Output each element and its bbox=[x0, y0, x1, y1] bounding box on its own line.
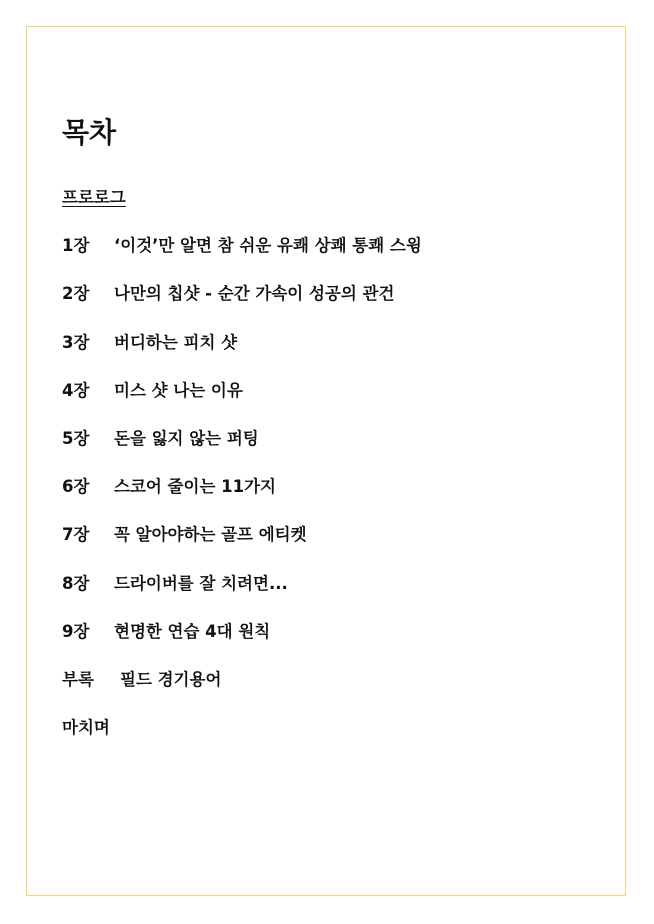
toc-item-number: 9장 bbox=[62, 621, 90, 641]
toc-item-number: 7장 bbox=[62, 525, 90, 545]
toc-item-chapter-8[interactable] bbox=[62, 558, 422, 606]
toc-item-label[interactable]: 프로로그 bbox=[62, 188, 126, 208]
toc-item-number: 2장 bbox=[62, 284, 90, 304]
toc-item-closing[interactable] bbox=[62, 702, 422, 750]
toc-item-label: 나만의 칩샷 - 순간 가속이 성공의 관건 bbox=[114, 284, 395, 304]
toc-item-label: 현명한 연습 4대 원칙 bbox=[114, 621, 271, 641]
toc-item-number: 6장 bbox=[62, 477, 90, 497]
toc-item-label: 버디하는 피치 샷 bbox=[114, 332, 238, 352]
toc-item-label: 꼭 알아야하는 골프 에티켓 bbox=[114, 525, 307, 545]
toc-title: 목차 bbox=[62, 116, 117, 149]
toc-item-number: 3장 bbox=[62, 332, 90, 352]
toc-item-chapter-2[interactable] bbox=[62, 268, 422, 316]
toc-item-label: ‘이것’만 알면 참 쉬운 유쾌 상쾌 통쾌 스윙 bbox=[114, 236, 422, 256]
toc-item-label: 드라이버를 잘 치려면... bbox=[114, 573, 288, 593]
toc-item-chapter-6[interactable] bbox=[62, 461, 422, 509]
toc-item-prologue[interactable] bbox=[62, 172, 422, 220]
toc-item-label: 마치며 bbox=[62, 718, 110, 738]
toc-list bbox=[62, 172, 422, 750]
toc-item-number: 1장 bbox=[62, 236, 90, 256]
toc-item-label: 돈을 잃지 않는 퍼팅 bbox=[114, 429, 259, 449]
toc-item-chapter-1[interactable] bbox=[62, 220, 422, 268]
toc-item-chapter-5[interactable] bbox=[62, 413, 422, 461]
toc-item-chapter-9[interactable] bbox=[62, 606, 422, 654]
toc-item-number: 부록 bbox=[62, 669, 94, 689]
toc-item-number: 5장 bbox=[62, 429, 90, 449]
toc-item-label: 미스 샷 나는 이유 bbox=[114, 380, 243, 400]
toc-item-chapter-7[interactable] bbox=[62, 509, 422, 557]
toc-item-label: 스코어 줄이는 11가지 bbox=[114, 477, 276, 497]
toc-item-chapter-3[interactable] bbox=[62, 317, 422, 365]
toc-item-number: 8장 bbox=[62, 573, 90, 593]
toc-item-chapter-4[interactable] bbox=[62, 365, 422, 413]
toc-item-number: 4장 bbox=[62, 380, 90, 400]
toc-item-appendix[interactable] bbox=[62, 654, 422, 702]
toc-item-label: 필드 경기용어 bbox=[120, 669, 222, 689]
